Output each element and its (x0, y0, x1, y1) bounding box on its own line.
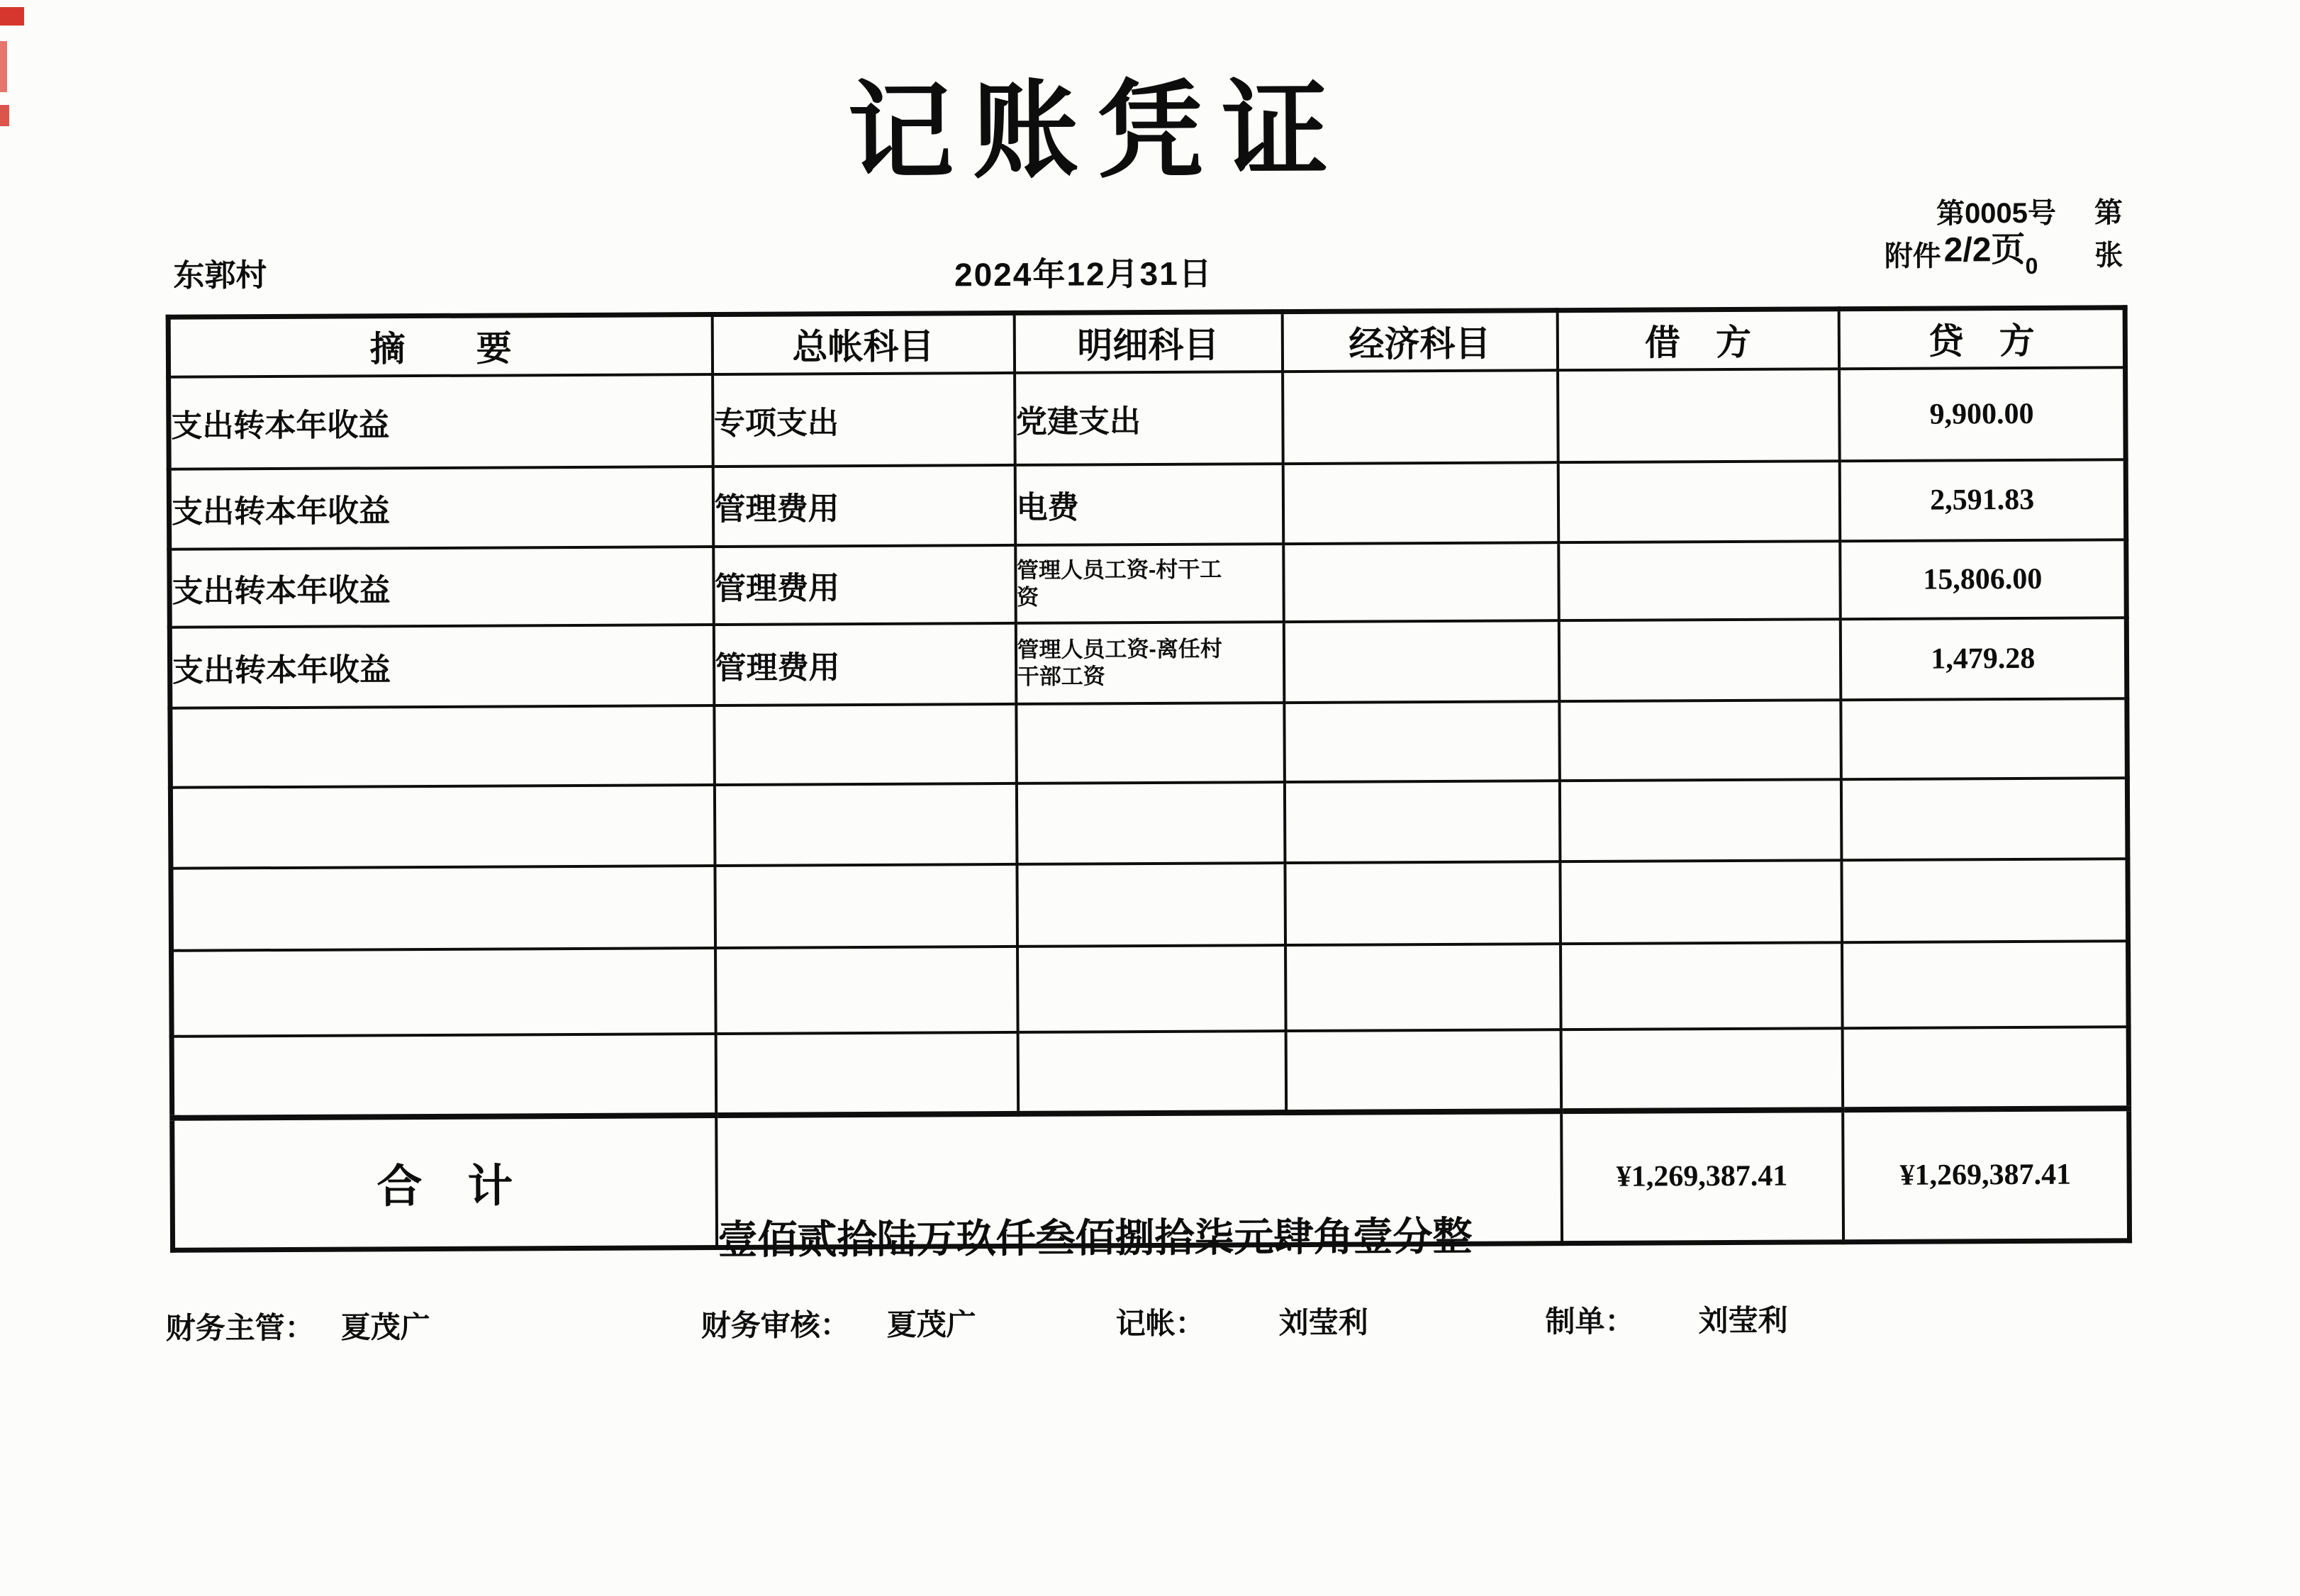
unit-name: 东郭村 (173, 258, 267, 294)
debit-cell (1559, 779, 1841, 861)
summary-cell (171, 866, 715, 951)
voucher-row (169, 540, 2127, 627)
voucher-table (166, 305, 2132, 1262)
summary-cell (172, 948, 716, 1037)
sheet-count-prefix: 第 (2094, 197, 2123, 229)
economic-account-cell (1283, 620, 1559, 703)
header-gl-account: 总帐科目 (712, 313, 1014, 374)
finance-supervisor-name: 夏茂广 (340, 1310, 430, 1344)
preparer-name: 刘莹利 (1698, 1303, 1788, 1338)
finance-supervisor-label: 财务主管： (165, 1310, 315, 1345)
signature-footer (2, 1295, 2300, 1349)
attachment-label: 附件 (1884, 240, 1941, 272)
header-debit: 借 方 (1557, 309, 1838, 370)
gl-account-cell (714, 783, 1017, 865)
voucher-number-block (1884, 192, 2123, 279)
debit-cell (1561, 1028, 1843, 1111)
total-row (172, 1108, 2130, 1250)
bookkeeper-name: 刘莹利 (1278, 1305, 1368, 1340)
gl-account-cell (714, 703, 1017, 784)
economic-account-cell (1283, 542, 1559, 622)
credit-cell (1841, 778, 2128, 860)
debit-cell (1558, 619, 1841, 701)
voucher-row-empty (170, 778, 2128, 868)
debit-cell (1558, 461, 1840, 542)
gl-account-cell (715, 946, 1018, 1033)
economic-account-cell (1283, 370, 1558, 464)
economic-account-cell (1285, 944, 1561, 1031)
economic-account-cell (1283, 462, 1558, 544)
summary-cell: 支出转本年收益 (169, 625, 714, 708)
attachment-pages-note: 2/2页 (1943, 230, 2026, 269)
gl-account-cell: 管理费用 (713, 623, 1016, 705)
economic-account-cell (1285, 861, 1561, 945)
voucher-row-empty (172, 1027, 2129, 1117)
finance-reviewer-label: 财务审核： (700, 1308, 850, 1343)
gl-account-cell (715, 864, 1017, 947)
gl-account-cell: 专项支出 (713, 372, 1015, 466)
total-label: 合 计 (172, 1115, 717, 1250)
credit-cell (1841, 698, 2128, 779)
detail-account-cell (1016, 703, 1285, 783)
voucher-row-empty (170, 698, 2128, 787)
voucher-number-line (1884, 192, 2123, 235)
debit-cell (1560, 860, 1842, 944)
summary-cell (170, 705, 715, 788)
voucher-row (169, 618, 2127, 708)
economic-account-cell (1284, 781, 1560, 863)
bookkeeper-label: 记帐： (1115, 1306, 1205, 1341)
total-debit: ¥1,269,387.41 (1561, 1110, 1843, 1244)
economic-account-cell (1285, 1029, 1561, 1112)
detail-account-cell: 管理人员工资-村干工资 (1015, 544, 1284, 623)
voucher-row (169, 367, 2126, 469)
header-credit: 贷 方 (1838, 308, 2125, 369)
detail-account-cell: 管理人员工资-离任村干部工资 (1015, 622, 1284, 704)
voucher-row (169, 459, 2126, 549)
header-summary: 摘 要 (168, 315, 712, 377)
gl-account-cell: 管理费用 (713, 545, 1016, 624)
total-amount-in-words: 壹佰贰拾陆万玖仟叁佰捌拾柒元肆角壹分整 (716, 1111, 1562, 1248)
total-credit: ¥1,269,387.41 (1843, 1108, 2130, 1242)
summary-cell (172, 1033, 716, 1117)
detail-account-cell (1017, 945, 1286, 1032)
voucher-date: 2024年12月31日 (954, 255, 1213, 294)
summary-cell: 支出转本年收益 (169, 467, 713, 549)
finance-reviewer-name: 夏茂广 (886, 1307, 976, 1341)
voucher-number: 第0005号 (1936, 197, 2057, 230)
detail-account-cell: 党建支出 (1015, 372, 1283, 465)
credit-cell (1842, 941, 2129, 1028)
debit-cell (1559, 700, 1841, 781)
page-title: 记账凭证 (847, 72, 1347, 193)
detail-account-cell (1017, 1031, 1286, 1114)
credit-cell: 1,479.28 (1840, 618, 2127, 700)
voucher-row-empty (171, 859, 2128, 950)
credit-cell: 15,806.00 (1840, 540, 2127, 619)
credit-cell: 9,900.00 (1839, 367, 2126, 461)
attachment-count: 0 (2025, 252, 2038, 279)
credit-cell (1841, 859, 2128, 942)
detail-account-cell (1017, 863, 1285, 947)
attachment-line (1884, 230, 2123, 279)
economic-account-cell (1284, 701, 1560, 782)
summary-cell: 支出转本年收益 (169, 547, 714, 627)
debit-cell (1558, 541, 1841, 620)
header-economic-account: 经济科目 (1282, 311, 1557, 372)
gl-account-cell: 管理费用 (713, 464, 1015, 546)
header-detail-account: 明细科目 (1014, 312, 1282, 373)
table-header-row (168, 308, 2125, 376)
debit-cell (1561, 942, 1843, 1029)
summary-cell (170, 785, 715, 869)
debit-cell (1558, 369, 1840, 462)
credit-cell: 2,591.83 (1839, 459, 2126, 541)
detail-account-cell (1016, 782, 1285, 864)
voucher-row-empty (172, 941, 2129, 1036)
detail-account-cell: 电费 (1015, 464, 1283, 545)
sheet-count-suffix: 张 (2094, 240, 2123, 272)
gl-account-cell (715, 1032, 1018, 1115)
preparer-label: 制单： (1545, 1304, 1635, 1339)
summary-cell: 支出转本年收益 (169, 374, 713, 469)
credit-cell (1842, 1027, 2129, 1110)
